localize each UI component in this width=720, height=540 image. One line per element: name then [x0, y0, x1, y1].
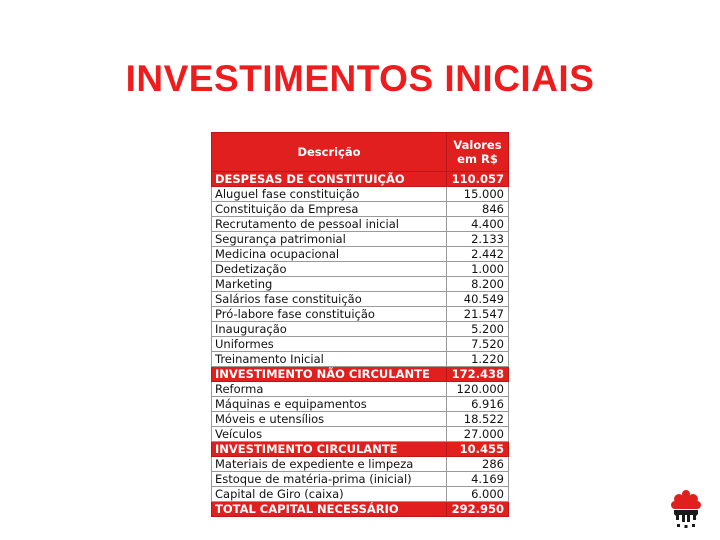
row-description: Inauguração: [212, 322, 447, 337]
row-value: 6.916: [447, 397, 509, 412]
row-description: Segurança patrimonial: [212, 232, 447, 247]
row-value: 1.000: [447, 262, 509, 277]
table-row: [212, 382, 509, 397]
row-description: Pró-labore fase constituição: [212, 307, 447, 322]
table-row: [212, 427, 509, 442]
row-description: Capital de Giro (caixa): [212, 487, 447, 502]
row-value: 1.220: [447, 352, 509, 367]
table-row: [212, 322, 509, 337]
row-description: Treinamento Inicial: [212, 352, 447, 367]
table-header-row: [212, 133, 509, 172]
row-description: Medicina ocupacional: [212, 247, 447, 262]
row-description: Veículos: [212, 427, 447, 442]
row-description: Aluguel fase constituição: [212, 187, 447, 202]
row-description: Recrutamento de pessoal inicial: [212, 217, 447, 232]
table-section-row: [212, 502, 509, 517]
row-description: Máquinas e equipamentos: [212, 397, 447, 412]
row-value: 292.950: [447, 502, 509, 517]
gear-base-icon: [674, 510, 698, 528]
table-row: [212, 457, 509, 472]
row-description: Salários fase constituição: [212, 292, 447, 307]
table-row: [212, 292, 509, 307]
table-section-row: [212, 442, 509, 457]
row-value: 2.442: [447, 247, 509, 262]
table-row: [212, 232, 509, 247]
row-description: INVESTIMENTO CIRCULANTE: [212, 442, 447, 457]
row-value: 7.520: [447, 337, 509, 352]
table-row: [212, 277, 509, 292]
table-row: [212, 487, 509, 502]
row-value: 40.549: [447, 292, 509, 307]
table-row: [212, 187, 509, 202]
row-value: 21.547: [447, 307, 509, 322]
row-description: INVESTIMENTO NÃO CIRCULANTE: [212, 367, 447, 382]
slide-title: INVESTIMENTOS INICIAIS: [125, 58, 595, 99]
table-row: [212, 217, 509, 232]
row-value: 4.400: [447, 217, 509, 232]
row-value: 172.438: [447, 367, 509, 382]
table-row: [212, 337, 509, 352]
row-value: 2.133: [447, 232, 509, 247]
row-value: 846: [447, 202, 509, 217]
row-description: Marketing: [212, 277, 447, 292]
table-row: [212, 307, 509, 322]
row-description: Móveis e utensílios: [212, 412, 447, 427]
row-value: 6.000: [447, 487, 509, 502]
row-value: 286: [447, 457, 509, 472]
table-body: [212, 172, 509, 517]
row-value: 120.000: [447, 382, 509, 397]
row-value: 8.200: [447, 277, 509, 292]
row-value: 18.522: [447, 412, 509, 427]
table-section-row: [212, 367, 509, 382]
row-description: DESPESAS DE CONSTITUIÇÃO: [212, 172, 447, 187]
table-row: [212, 247, 509, 262]
row-description: Dedetização: [212, 262, 447, 277]
row-value: 10.455: [447, 442, 509, 457]
table-row: [212, 472, 509, 487]
investment-table: [211, 132, 509, 517]
table-row: [212, 202, 509, 217]
row-value: 110.057: [447, 172, 509, 187]
cupcake-gear-logo: [668, 488, 704, 528]
row-value: 15.000: [447, 187, 509, 202]
row-value: 27.000: [447, 427, 509, 442]
table-row: [212, 397, 509, 412]
row-description: Estoque de matéria-prima (inicial): [212, 472, 447, 487]
table-row: [212, 352, 509, 367]
header-values: Valores em R$: [447, 133, 509, 172]
row-value: 4.169: [447, 472, 509, 487]
row-description: Materiais de expediente e limpeza: [212, 457, 447, 472]
table-row: [212, 412, 509, 427]
row-description: TOTAL CAPITAL NECESSÁRIO: [212, 502, 447, 517]
cupcake-top-icon: [671, 490, 701, 509]
row-description: Uniformes: [212, 337, 447, 352]
table-section-row: [212, 172, 509, 187]
table-row: [212, 262, 509, 277]
row-description: Reforma: [212, 382, 447, 397]
row-value: 5.200: [447, 322, 509, 337]
header-description: Descrição: [212, 133, 447, 172]
row-description: Constituição da Empresa: [212, 202, 447, 217]
investment-table-container: [211, 132, 508, 516]
